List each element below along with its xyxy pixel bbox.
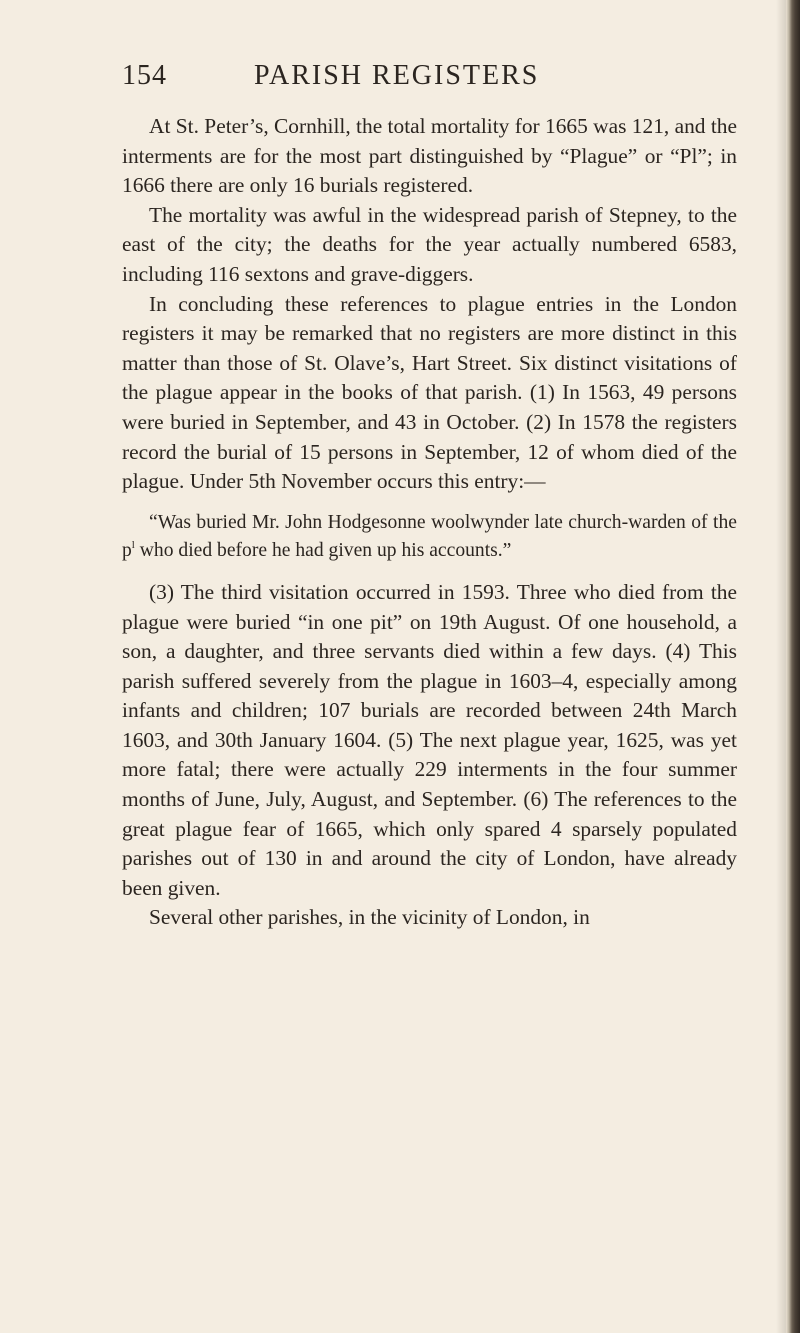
page-number: 154 [122,60,167,91]
paragraph-st-peters: At St. Peter’s, Cornhill, the total mortality for 1665 was 121, and the interments are for the most part distinguished by “Plague” or “Pl”; in 1666 there are only 16 burials registered. [122,114,737,198]
page-header [122,60,752,100]
quote-superscript: l [131,539,135,552]
running-head: PARISH REGISTERS [254,60,540,91]
paragraph-st-olaves: In concluding these references to plague entries in the London registers it may be remarked that no registers are more distinct in this matter than those of St. Olave’s, Hart Street. Six distinct visitations of the plague appear in the books of that parish. (1) In 1563, 49 persons were buried in September, and 43 in October. (2) In 1578 the registers record the burial of 15 persons in September, 12 of whom died of the plague. Under 5th November occurs this entry:— [122,291,737,494]
book-spine-edge [786,0,800,1333]
register-quote [122,509,737,566]
quote-text-end: who died before he had given up his accounts.” [134,540,512,562]
page-edge-shadow [776,0,786,1333]
paragraph-visitations: (3) The third visitation occurred in 1593. Three who died from the plague were buried “in one pit” on 19th August. Of one household, a son, a daughter, and three servants died within a few days. (4) This parish suffered severely from the plague in 1603–4, especially among infants and children; 107 burials are recorded between 24th March 1603, and 30th January 1604. (5) The next plague year, 1625, was yet more fatal; there were actually 229 interments in the four summer months of June, July, August, and September. (6) The references to the great plague fear of 1665, which only spared 4 sparsely populated parishes out of 130 in and around the city of London, have already been given. [122,579,737,900]
paragraph-stepney: The mortality was awful in the widespread parish of Stepney, to the east of the city; the deaths for the year actually numbered 6583, including 116 sextons and grave-diggers. [122,202,737,286]
paragraph-other-parishes: Several other parishes, in the vicinity of London, in [149,905,590,930]
quote-text-start: “Was buried Mr. John Hodgesonne woolwynder late church-warden of the p [122,511,737,562]
body-text [122,112,737,933]
